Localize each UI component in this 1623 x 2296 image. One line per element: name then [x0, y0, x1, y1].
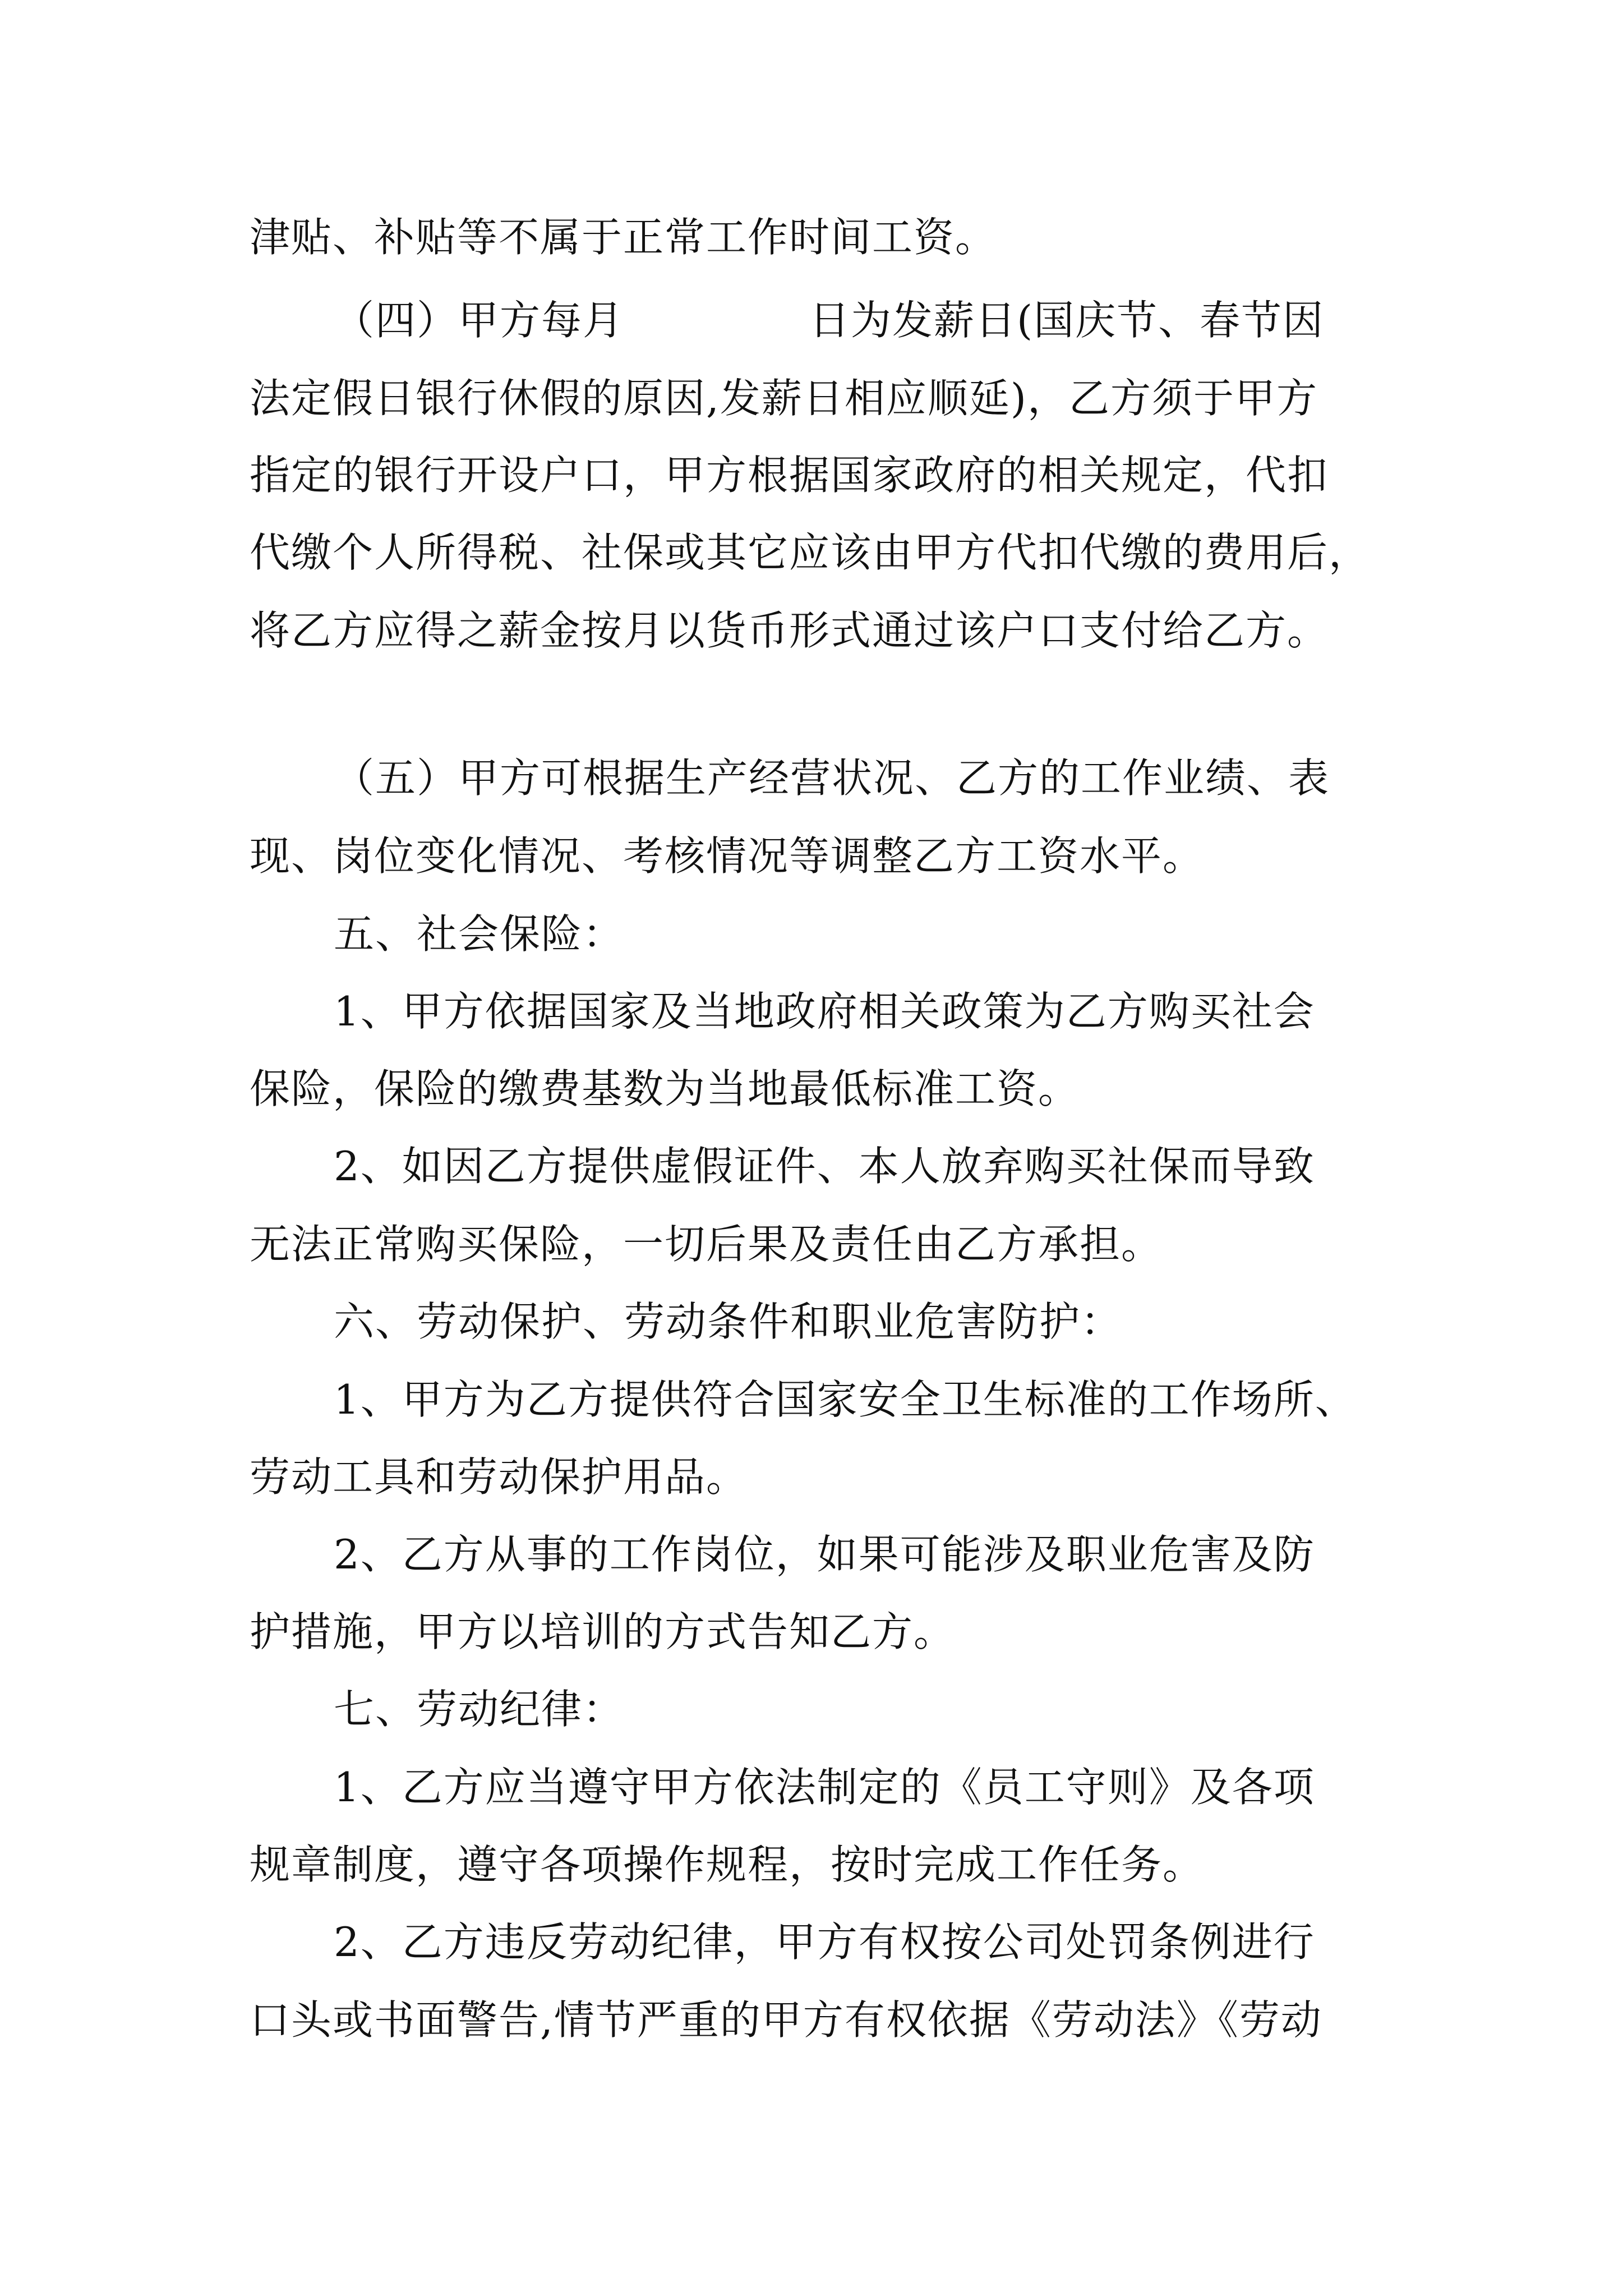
paragraph-line: 劳动工具和劳动保护用品。: [250, 1453, 748, 1501]
paragraph-line: 2、如因乙方提供虚假证件、本人放弃购买社保而导致: [334, 1143, 1315, 1190]
text-segment: 日为发薪日(国庆节、春节因: [809, 297, 1325, 344]
paragraph-line: 代缴个人所得税、社保或其它应该由甲方代扣代缴的费用后，: [250, 529, 1371, 576]
paragraph-line: 保险，保险的缴费基数为当地最低标准工资。: [250, 1065, 1080, 1112]
paragraph-line: （五）甲方可根据生产经营状况、乙方的工作业绩、表: [334, 754, 1330, 802]
paragraph-line: 津贴、补贴等不属于正常工作时间工资。: [250, 214, 997, 261]
paragraph-line: 指定的银行开设户口，甲方根据国家政府的相关规定，代扣: [250, 452, 1329, 499]
paragraph-line: 现、岗位变化情况、考核情况等调整乙方工资水平。: [250, 832, 1205, 880]
paragraph-line: 1、甲方依据国家及当地政府相关政策为乙方购买社会: [334, 988, 1315, 1035]
section-heading: 六、劳动保护、劳动条件和职业危害防护：: [334, 1298, 1123, 1345]
section-heading: 五、社会保险：: [334, 910, 625, 958]
text-segment: （四）甲方每月: [334, 297, 625, 344]
paragraph-line: 将乙方应得之薪金按月以货币形式通过该户口支付给乙方。: [250, 607, 1329, 654]
paragraph-line: 1、甲方为乙方提供符合国家安全卫生标准的工作场所、: [334, 1376, 1357, 1423]
paragraph-line: 口头或书面警告,情节严重的甲方有权依据《劳动法》《劳动: [250, 1996, 1322, 2044]
paragraph-line: 2、乙方违反劳动纪律，甲方有权按公司处罚条例进行: [334, 1918, 1315, 1966]
paragraph-line: 无法正常购买保险，一切后果及责任由乙方承担。: [250, 1221, 1163, 1268]
paragraph-line: 1、乙方应当遵守甲方依法制定的《员工守则》及各项: [334, 1764, 1315, 1811]
paragraph-line: [334, 293, 1324, 347]
section-heading: 七、劳动纪律：: [334, 1686, 625, 1733]
paragraph-line: 规章制度，遵守各项操作规程，按时完成工作任务。: [250, 1841, 1205, 1888]
paragraph-line: 护措施，甲方以培训的方式告知乙方。: [250, 1608, 956, 1655]
paragraph-line: 法定假日银行休假的原因,发薪日相应顺延)，乙方须于甲方: [250, 375, 1318, 422]
paragraph-line: 2、乙方从事的工作岗位，如果可能涉及职业危害及防: [334, 1531, 1315, 1578]
